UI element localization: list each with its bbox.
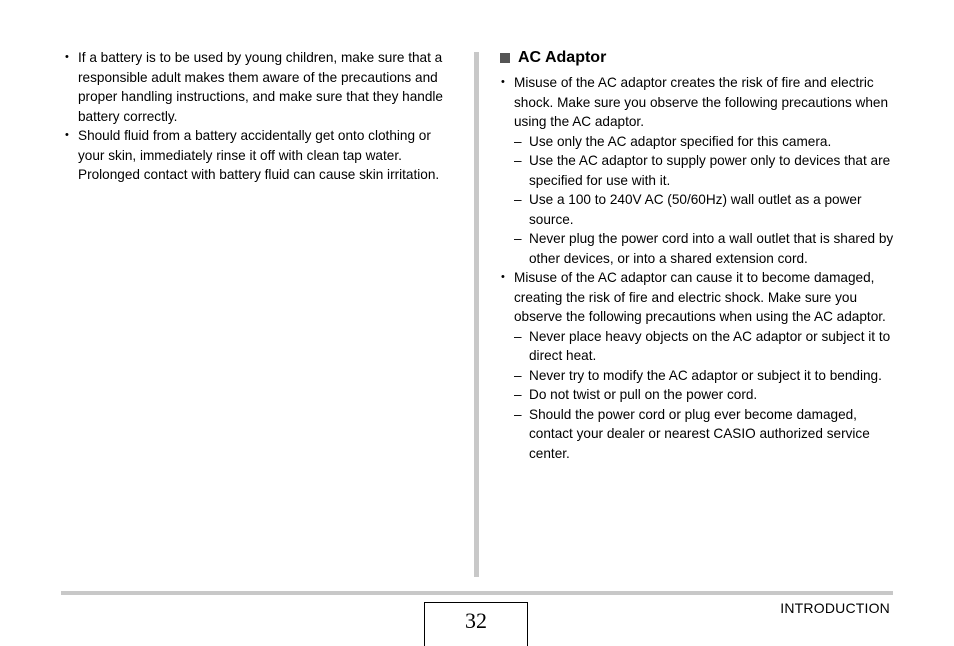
sub-list	[514, 327, 898, 464]
sub-list-item	[514, 385, 898, 405]
sub-list-item	[514, 190, 898, 229]
dash-icon: –	[514, 133, 522, 149]
dash-icon: –	[514, 231, 522, 246]
ac-adaptor-precautions-list	[498, 73, 898, 463]
dash-icon: –	[514, 367, 522, 383]
section-heading-text: AC Adaptor	[518, 49, 607, 66]
sub-item-text: Use only the AC adaptor specified for this camera.	[529, 133, 832, 149]
bullet-icon: •	[65, 129, 69, 141]
battery-precautions-list	[62, 48, 460, 185]
sub-item-text: Never try to modify the AC adaptor or subject it to bending.	[529, 367, 882, 383]
sub-item-text: Use a 100 to 240V AC (50/60Hz) wall outlet as a power source.	[529, 192, 862, 227]
bullet-text: If a battery is to be used by young children, make sure that a responsible adult makes them aware of the precautions and proper handling instructions, and make sure that they handle battery correctly.	[78, 50, 443, 124]
page-number: 32	[424, 602, 528, 646]
sub-item-text: Do not twist or pull on the power cord.	[529, 387, 758, 402]
left-column	[62, 48, 460, 185]
dash-icon: –	[514, 328, 522, 344]
column-divider	[474, 52, 479, 577]
sub-list-item	[514, 132, 898, 152]
bullet-text: Misuse of the AC adaptor can cause it to become damaged, creating the risk of fire and electric shock. Make sure you observe the following precautions when using the AC adaptor.	[514, 270, 886, 324]
right-column	[498, 48, 898, 463]
sub-list-item	[514, 327, 898, 366]
dash-icon: –	[514, 387, 522, 402]
square-bullet-icon	[500, 53, 510, 63]
sub-list-item	[514, 229, 898, 268]
sub-item-text: Should the power cord or plug ever become damaged, contact your dealer or nearest CASIO authorized service center.	[529, 406, 870, 461]
sub-list	[514, 132, 898, 269]
sub-list-item	[514, 405, 898, 464]
section-heading	[498, 48, 898, 68]
list-item	[62, 48, 460, 126]
bullet-icon: •	[65, 51, 69, 63]
sub-item-text: Use the AC adaptor to supply power only to devices that are specified for use with it.	[529, 153, 891, 188]
list-item	[498, 73, 898, 268]
footer-divider	[61, 591, 893, 595]
bullet-text: Misuse of the AC adaptor creates the risk of fire and electric shock. Make sure you observe the following precautions when using the AC adaptor.	[514, 75, 889, 129]
dash-icon: –	[514, 192, 522, 207]
list-item	[498, 268, 898, 463]
dash-icon: –	[514, 406, 522, 422]
bullet-icon: •	[501, 271, 505, 283]
section-label: INTRODUCTION	[780, 600, 890, 616]
bullet-text: Should fluid from a battery accidentally get onto clothing or your skin, immediately rinse it off with clean tap water. Prolonged contact with battery fluid can cause skin irritation.	[78, 128, 440, 182]
sub-list-item	[514, 151, 898, 190]
bullet-icon: •	[501, 76, 505, 88]
sub-list-item	[514, 366, 898, 386]
dash-icon: –	[514, 153, 522, 168]
sub-item-text: Never plug the power cord into a wall outlet that is shared by other devices, or into a shared extension cord.	[529, 231, 894, 266]
list-item	[62, 126, 460, 185]
sub-item-text: Never place heavy objects on the AC adaptor or subject it to direct heat.	[529, 328, 891, 363]
